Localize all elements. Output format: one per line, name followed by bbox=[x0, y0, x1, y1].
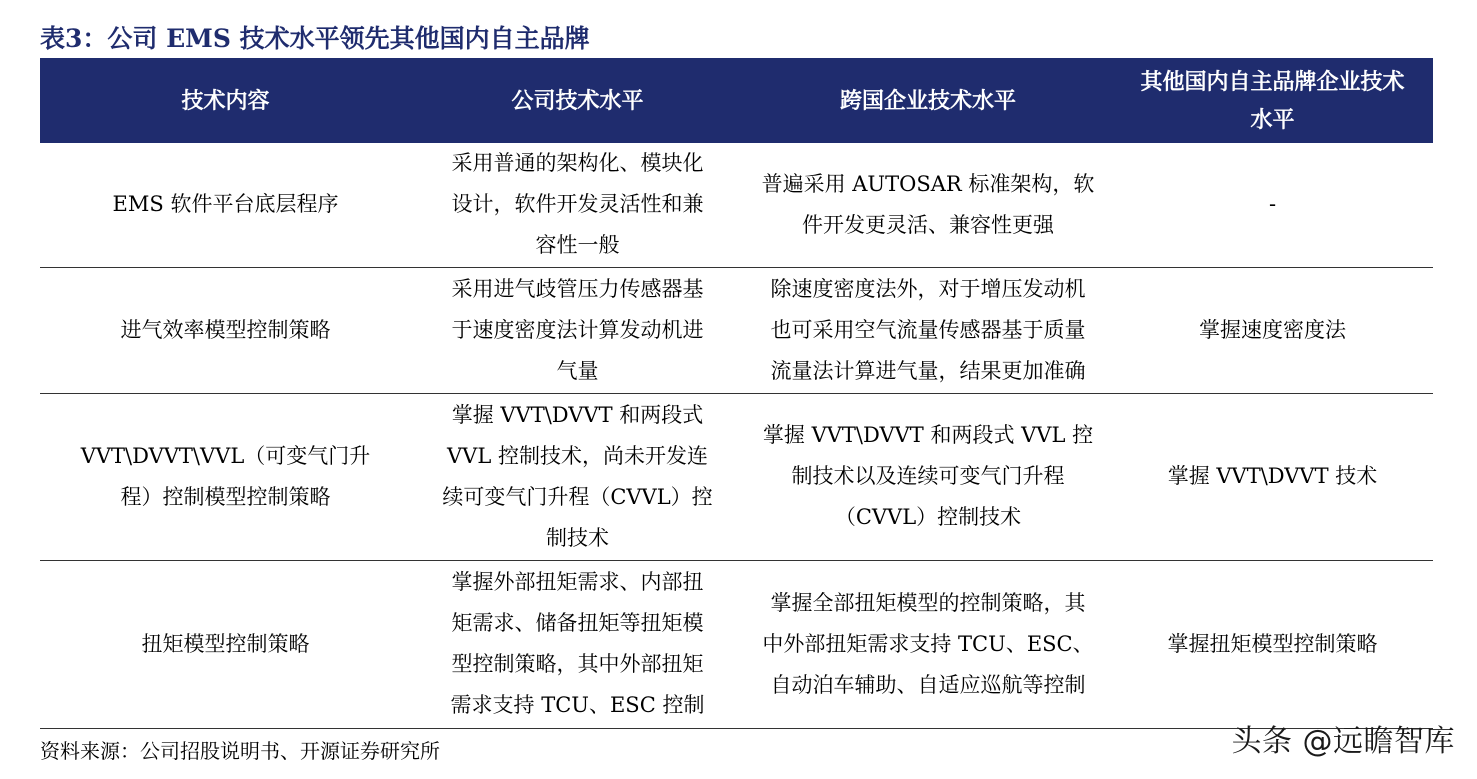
cell-tech: VVT\DVVT\VVL（可变气门升 程）控制模型控制策略 bbox=[40, 393, 411, 560]
cell-domestic: 掌握扭矩模型控制策略 bbox=[1112, 560, 1433, 728]
source-note: 资料来源：公司招股说明书、开源证券研究所 bbox=[40, 739, 440, 763]
cell-tech: 扭矩模型控制策略 bbox=[40, 560, 411, 728]
cell-multinational: 掌握全部扭矩模型的控制策略，其 中外部扭矩需求支持 TCU、ESC、 自动泊车辅助、自适应巡航等控制 bbox=[744, 560, 1112, 728]
table-row bbox=[40, 393, 1433, 560]
header-domestic-level: 其他国内自主品牌企业技术 水平 bbox=[1140, 68, 1405, 133]
table-header-row bbox=[40, 58, 1433, 143]
watermark: 头条 @远瞻智库 bbox=[1231, 724, 1455, 759]
cell-domestic: 掌握速度密度法 bbox=[1112, 267, 1433, 393]
table-row bbox=[40, 267, 1433, 393]
table-row bbox=[40, 143, 1433, 267]
cell-company: 掌握外部扭矩需求、内部扭 矩需求、储备扭矩等扭矩模 型控制策略，其中外部扭矩 需求支持 TCU、ESC 控制 bbox=[411, 560, 744, 728]
header-multinational-level: 跨国企业技术水平 bbox=[839, 87, 1016, 114]
cell-multinational: 普遍采用 AUTOSAR 标准架构，软 件开发更灵活、兼容性更强 bbox=[744, 143, 1112, 267]
cell-company: 采用进气歧管压力传感器基 于速度密度法计算发动机进 气量 bbox=[411, 267, 744, 393]
comparison-table bbox=[40, 58, 1433, 729]
cell-multinational: 除速度密度法外，对于增压发动机 也可采用空气流量传感器基于质量 流量法计算进气量，结果更加准确 bbox=[744, 267, 1112, 393]
cell-multinational: 掌握 VVT\DVVT 和两段式 VVL 控 制技术以及连续可变气门升程 （CVVL）控制技术 bbox=[744, 393, 1112, 560]
table-row bbox=[40, 560, 1433, 728]
cell-company: 掌握 VVT\DVVT 和两段式 VVL 控制技术，尚未开发连 续可变气门升程（CVVL）控 制技术 bbox=[411, 393, 744, 560]
header-company-level: 公司技术水平 bbox=[511, 87, 644, 114]
cell-domestic: - bbox=[1112, 143, 1433, 267]
table-title: 表3：公司 EMS 技术水平领先其他国内自主品牌 bbox=[40, 24, 590, 53]
cell-tech: EMS 软件平台底层程序 bbox=[40, 143, 411, 267]
cell-company: 采用普通的架构化、模块化 设计，软件开发灵活性和兼 容性一般 bbox=[411, 143, 744, 267]
cell-domestic: 掌握 VVT\DVVT 技术 bbox=[1112, 393, 1433, 560]
cell-tech: 进气效率模型控制策略 bbox=[40, 267, 411, 393]
header-tech-content: 技术内容 bbox=[181, 87, 270, 114]
